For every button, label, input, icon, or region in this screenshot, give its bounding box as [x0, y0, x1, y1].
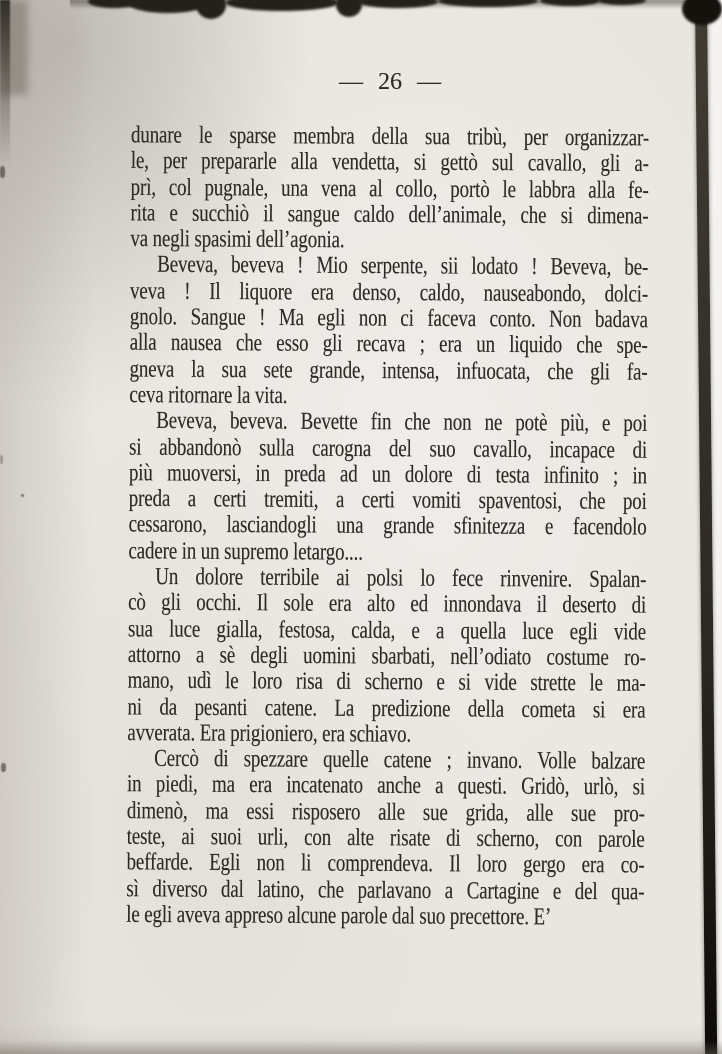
scan-right-margin	[706, 0, 722, 1054]
scan-blob	[438, 0, 538, 7]
paragraph	[130, 123, 649, 256]
text-line: si abbandonò sulla carogna del suo cavallo, incapace di	[128, 433, 648, 464]
text-line: Beveva, beveva. Bevette fin che non ne potè più, e poi	[156, 407, 648, 438]
text-line: veva ! Il liquore era denso, caldo, nauseabondo, dolci-	[129, 277, 649, 308]
text-line: preda a certi tremiti, a certi vomiti spaventosi, che poi	[128, 485, 647, 516]
text-line: in piedi, ma era incatenato anche a questi. Gridò, urlò, si	[126, 771, 646, 802]
text-line: cadere in un supremo letargo....	[128, 537, 363, 566]
scan-blob	[540, 0, 600, 6]
scan-speck	[0, 166, 5, 178]
scan-blob	[358, 0, 438, 8]
scan-left-haze	[0, 0, 28, 95]
text-line: rita e succhiò il sangue caldo dell’animale, che si dimena-	[130, 199, 649, 230]
text-line: gnolo. Sangue ! Ma egli non ci faceva conto. Non badava	[129, 303, 648, 334]
text-line: le egli aveva appreso alcune parole dal suo precettore. E’	[126, 901, 552, 931]
scan-blob	[128, 0, 208, 13]
text-line: beffarde. Egli non li comprendeva. Il loro gergo era co-	[126, 849, 645, 880]
scan-blob	[682, 0, 722, 25]
scan-blob	[336, 0, 362, 17]
text-line: gneva la sua sete grande, intensa, infuocata, che gli fa-	[129, 355, 648, 386]
scan-blob	[226, 0, 338, 11]
text-line: cessarono, lasciandogli una grande sfinitezza e facendolo	[128, 511, 647, 542]
scan-speck	[1, 763, 6, 772]
text-line: le, per prepararle alla vendetta, si gettò sul cavallo, gli a-	[130, 147, 649, 178]
paragraph	[127, 565, 646, 750]
paragraph	[128, 409, 647, 568]
scan-speck	[0, 455, 3, 464]
text-line: ceva ritornare la vita.	[129, 381, 288, 410]
text-line: sì diverso dal latino, che parlavano a Cartagine e del qua-	[126, 875, 645, 906]
scan-speck	[21, 494, 24, 497]
scan-blob	[196, 0, 226, 19]
text-line: dimenò, ma essi risposero alle sue grida, alle sue pro-	[126, 797, 645, 828]
scan-bottom-shade	[0, 1040, 722, 1054]
scan-top-smudge	[70, 0, 694, 9]
text-line: dunare le sparse membra della sua tribù, per organizzar-	[130, 121, 649, 152]
text-line: più muoversi, in preda ad un dolore di testa infinito ; in	[128, 459, 647, 490]
paragraph	[129, 253, 648, 412]
scan-left-streak	[0, 0, 10, 165]
text-line: ni da pesanti catene. La predizione della cometa si era	[127, 693, 646, 724]
scan-spine-line	[695, 0, 717, 1054]
text-line: Cercò di spezzare quelle catene ; invano. Volle balzare	[154, 745, 646, 776]
text-line: prì, col pugnale, una vena al collo, portò le labbra alla fe-	[130, 173, 649, 204]
paragraph	[126, 747, 645, 932]
text-line: Beveva, beveva ! Mio serpente, sii lodato ! Beveva, be-	[157, 251, 649, 282]
page-number: — 26 —	[339, 69, 441, 95]
text-line: mano, udì le loro risa di scherno e si vide strette le ma-	[127, 667, 646, 698]
scan-blob	[88, 0, 140, 8]
text-line: cò gli occhi. Il sole era alto ed innondava il deserto di	[127, 589, 647, 620]
text-line: Un dolore terribile ai polsi lo fece rinvenire. Spalan-	[155, 563, 647, 594]
text-line: alla nausea che esso gli recava ; era un liquido che spe-	[129, 329, 648, 360]
text-line: attorno a sè degli uomini sbarbati, nell’odiato costume ro-	[127, 641, 646, 672]
text-line: teste, ai suoi urli, con alte risate di scherno, con parole	[126, 823, 645, 854]
scan-blob	[598, 0, 646, 5]
text-line: va negli spasimi dell’agonia.	[130, 225, 345, 254]
text-line: avverata. Era prigioniero, era schiavo.	[127, 719, 412, 748]
text-line: sua luce gialla, festosa, calda, e a quella luce egli vide	[127, 615, 646, 646]
page-text	[126, 123, 649, 932]
